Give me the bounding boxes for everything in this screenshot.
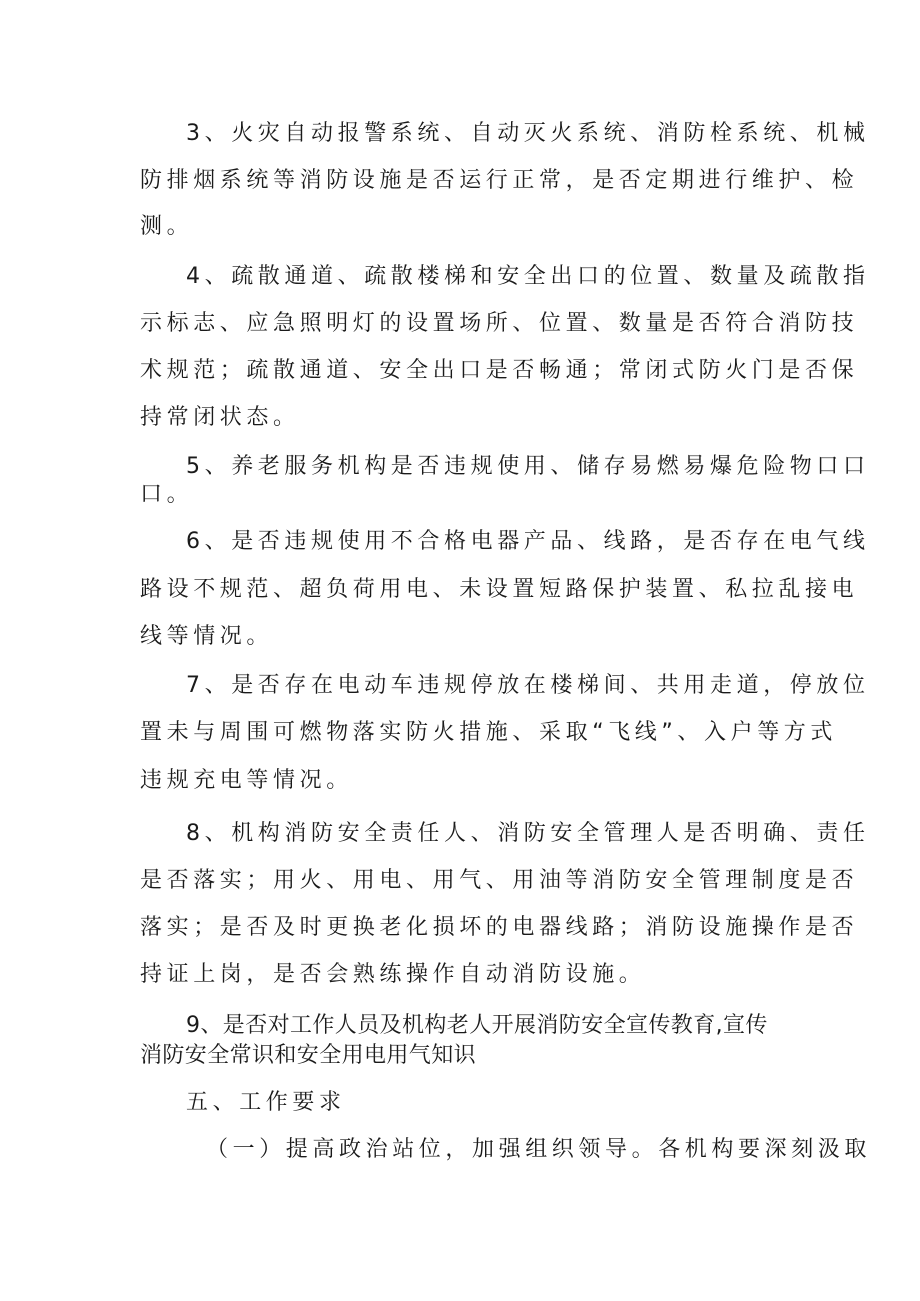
item-7-line-2: 置未与周围可燃物落实防火措施、采取“飞线”、入户等方式: [140, 720, 837, 745]
item-3-line-3: 测。: [140, 214, 194, 239]
item-7-line-3: 违规充电等情况。: [140, 768, 353, 793]
item-9-line-2: 消防安全常识和安全用电用气知识: [140, 1043, 477, 1068]
item-9-line-1: 9、是否对工作人员及机构老人开展消防安全宣传教育,宣传: [186, 1013, 768, 1038]
item-4-line-4: 持常闭状态。: [140, 405, 300, 430]
item-6-line-2: 路设不规范、超负荷用电、未设置短路保护装置、私拉乱接电: [140, 577, 859, 602]
item-8-line-2: 是否落实；用火、用电、用气、用油等消防安全管理制度是否: [140, 868, 859, 893]
item-6-line-1: 6、是否违规使用不合格电器产品、线路，是否存在电气线: [186, 529, 870, 554]
item-4-line-3: 术规范；疏散通道、安全出口是否畅通；常闭式防火门是否保: [140, 358, 859, 383]
item-8-line-1: 8、机构消防安全责任人、消防安全管理人是否明确、责任: [186, 821, 870, 846]
subsection-1-line-1: （一）提高政治站位，加强组织领导。各机构要深刻汲取: [206, 1137, 872, 1162]
item-8-line-4: 持证上岗，是否会熟练操作自动消防设施。: [140, 962, 646, 987]
item-4-line-2: 示标志、应急照明灯的设置场所、位置、数量是否符合消防技: [140, 311, 859, 336]
item-7-line-1: 7、是否存在电动车违规停放在楼梯间、共用走道，停放位: [186, 673, 870, 698]
item-4-line-1: 4、疏散通道、疏散楼梯和安全出口的位置、数量及疏散指: [186, 264, 870, 289]
section-5-heading: 五、工作要求: [186, 1090, 346, 1115]
item-3-line-1: 3、火灾自动报警系统、自动灭火系统、消防栓系统、机械: [186, 121, 870, 146]
item-8-line-3: 落实；是否及时更换老化损坏的电器线路；消防设施操作是否: [140, 915, 859, 940]
item-6-line-3: 线等情况。: [140, 624, 274, 649]
item-5-line-1: 5、养老服务机构是否违规使用、储存易燃易爆危险物口口: [186, 454, 870, 479]
item-3-line-2: 防排烟系统等消防设施是否运行正常，是否定期进行维护、检: [140, 168, 859, 193]
item-5-line-2: 口。: [140, 482, 194, 507]
